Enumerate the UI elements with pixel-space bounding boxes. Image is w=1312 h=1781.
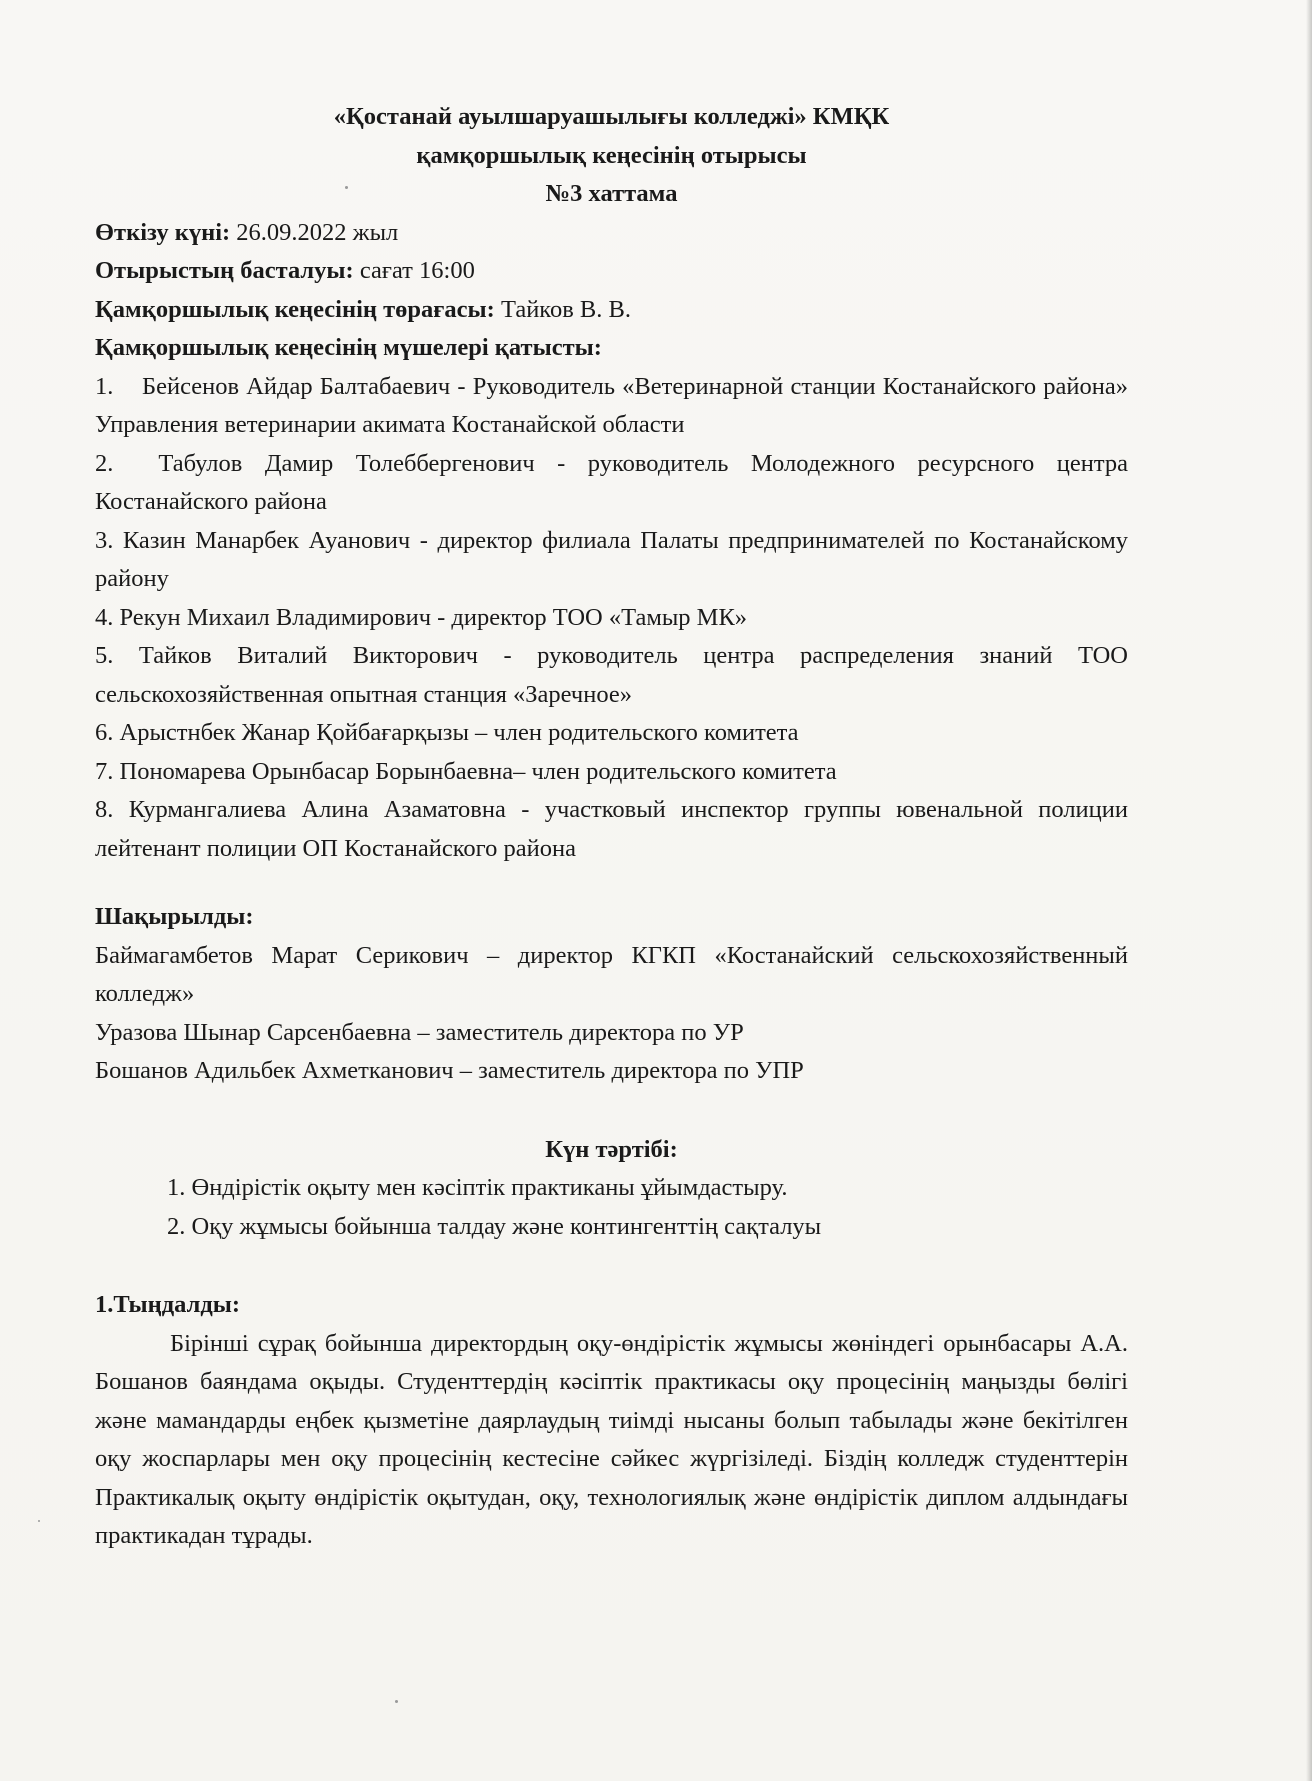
council-members-heading — [95, 329, 1128, 368]
invited-list — [95, 937, 1128, 1091]
scan-edge-shadow — [1306, 0, 1312, 1781]
title-line-protocol-number: №3 хаттама — [545, 180, 678, 207]
list-item: 5. Тайков Виталий Викторович - руководитель центра распределения знаний ТОО сельскохозяйственная опытная станция «Заречное» — [95, 642, 1128, 708]
list-item: 8. Курмангалиева Алина Азаматовна - участковый инспектор группы ювенальной полиции лейтенант полиции ОП Костанайского района — [95, 796, 1128, 862]
spacer — [95, 1246, 1128, 1286]
scan-speck — [38, 1520, 40, 1522]
list-item: 1. Бейсенов Айдар Балтабаевич - Руководитель «Ветеринарной станции Костанайского района» Управления ветеринарии акимата Костанайской области — [95, 372, 1128, 438]
agenda-title: Күн тәртібі: — [545, 1135, 678, 1163]
list-item: 6. Арыстнбек Жанар Қойбағарқызы – член родительского комитета — [95, 719, 799, 746]
meeting-start-label: Отырыстың басталуы: — [95, 257, 354, 284]
council-chair — [95, 291, 1128, 330]
list-item: 4. Рекун Михаил Владимирович - директор ТОО «Тамыр МК» — [95, 603, 748, 631]
meeting-date — [95, 214, 1128, 253]
council-members-label: Қамқоршылық кеңесінің мүшелері қатысты: — [95, 334, 602, 361]
spacer — [95, 868, 1128, 898]
meeting-start-value: сағат 16:00 — [353, 257, 475, 284]
council-chair-value: Тайков В. В. — [494, 295, 631, 323]
title-line-council: қамқоршылық кеңесінің отырысы — [416, 141, 807, 169]
invited-heading: Шақырылды: — [95, 903, 254, 930]
agenda-list — [95, 1169, 1128, 1246]
meeting-start — [95, 252, 1128, 291]
title-line-college: «Қостанай ауылшаруашылығы колледжі» КМҚК — [333, 103, 890, 130]
list-item: Бошанов Адильбек Ахметканович – заместитель директора по УПР — [95, 1057, 804, 1084]
meeting-date-label: Өткізу күні: — [95, 218, 231, 246]
spacer — [95, 1091, 1128, 1131]
list-item: 7. Пономарева Орынбасар Борынбаевна– член родительского комитета — [95, 757, 837, 785]
section1-heading: 1.Тыңдалды: — [95, 1291, 241, 1318]
council-chair-label: Қамқоршылық кеңесінің төрағасы: — [95, 295, 495, 323]
list-item: Уразова Шынар Сарсенбаевна – заместитель директора по УР — [95, 1018, 744, 1046]
document-title — [95, 98, 1128, 214]
meeting-date-value: 26.09.2022 жыл — [230, 218, 399, 246]
scan-speck — [395, 1700, 398, 1703]
list-item: 3. Казин Манарбек Ауанович - директор филиала Палаты предпринимателей по Костанайскому району — [95, 526, 1128, 592]
council-members-list — [95, 368, 1128, 869]
list-item: Баймагамбетов Марат Серикович – директор КГКП «Костанайский сельскохозяйственный колледж» — [95, 941, 1128, 1007]
document-body — [95, 98, 1128, 1556]
list-item: 2. Табулов Дамир Толеббергенович - руководитель Молодежного ресурсного центра Костанайского района — [95, 449, 1128, 515]
agenda-item: 1. Өндірістік оқыту мен кәсіптік практиканы ұйымдастыру. — [167, 1174, 788, 1201]
section1-paragraph: Бірінші сұрақ бойынша директордың оқу-өндірістік жұмысы жөніндегі орынбасары А.А. Бошанов баяндама оқыды. Студенттердің кәсіптік практикасы оқу процесінің маңызды бөлігі және мамандарды еңбек қызметіне даярлаудың тиімді нысаны болып табылады және бекітілген оқу жоспарлары мен оқу процесінің кестесіне сәйкес жүргізіледі. Біздің колледж студенттерін Практикалық оқыту өндірістік оқытудан, оқу, технологиялық және өндірістік диплом алдындағы практикадан тұрады. — [95, 1329, 1128, 1549]
scan-speck — [345, 186, 348, 189]
agenda-item: 2. Оқу жұмысы бойынша талдау және контингенттің сақталуы — [167, 1212, 822, 1240]
